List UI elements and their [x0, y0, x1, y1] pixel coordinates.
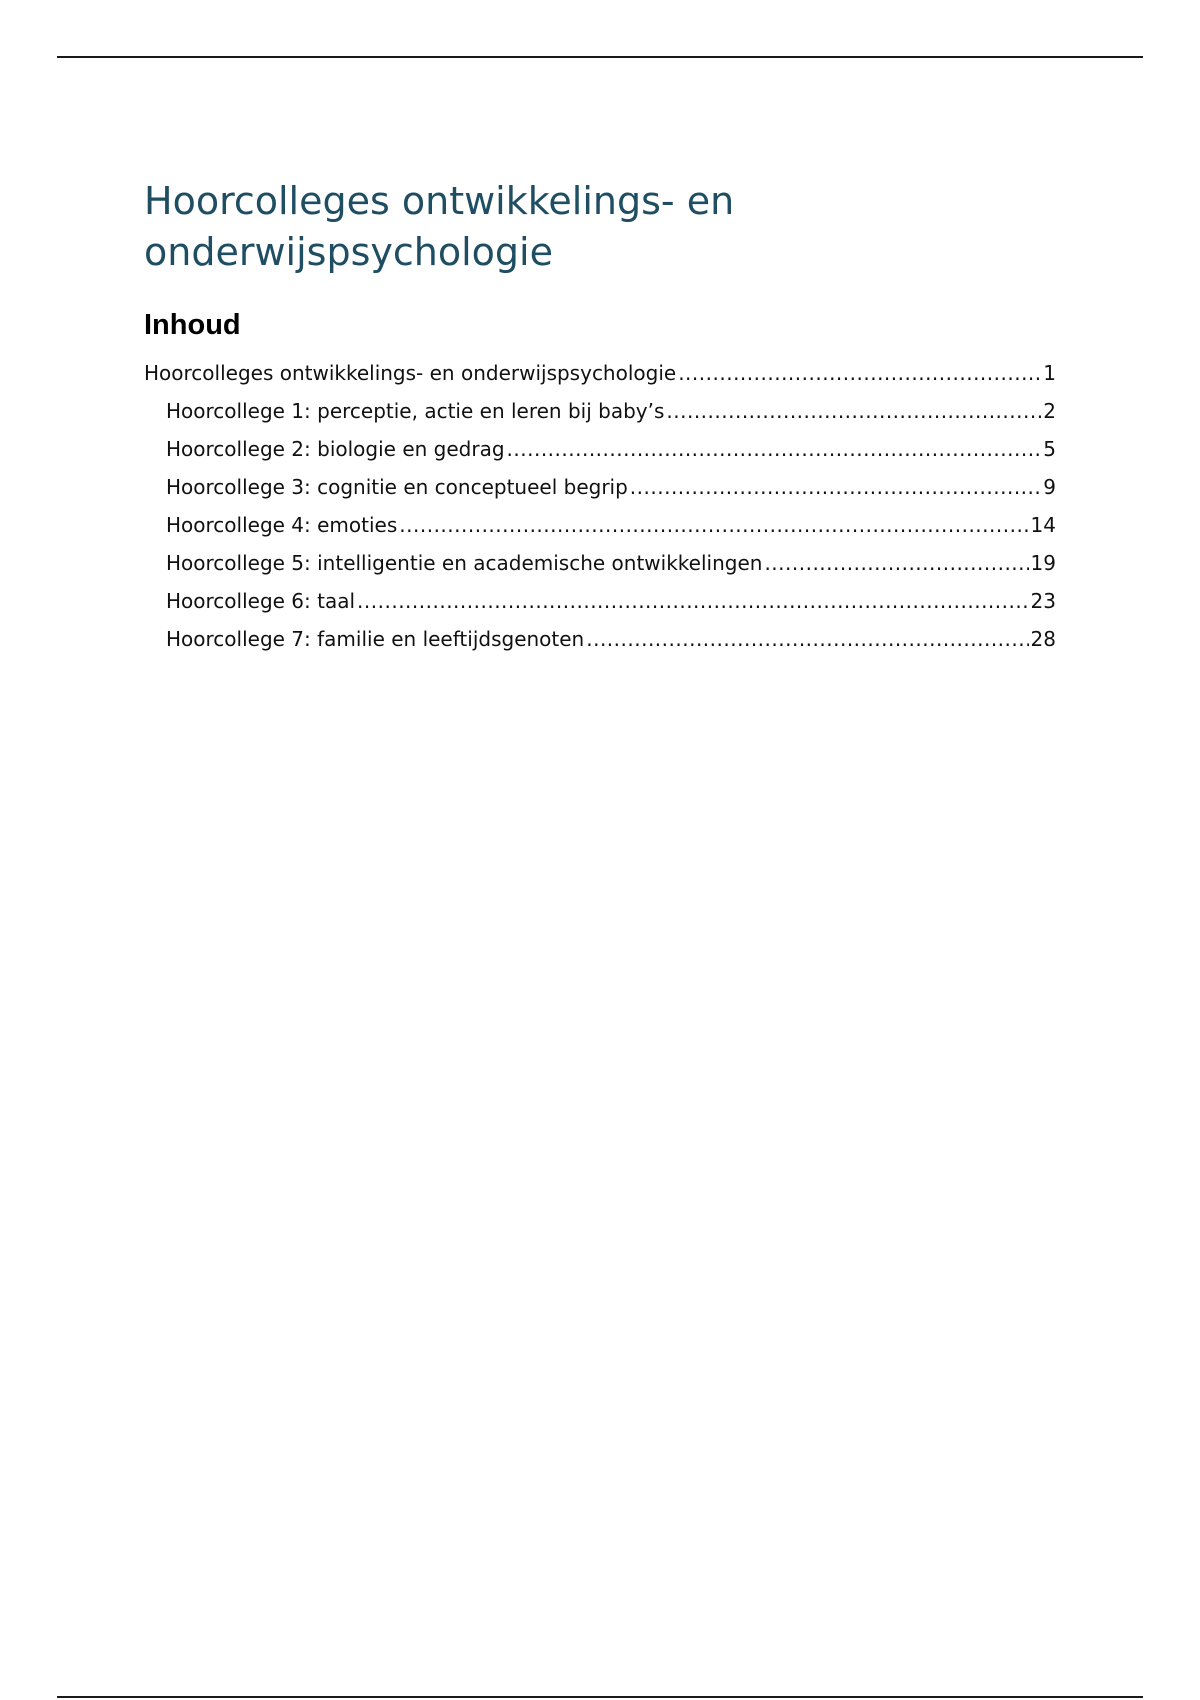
toc-page-number: 19 — [1030, 551, 1056, 575]
toc-heading: Inhoud — [144, 309, 241, 341]
toc-entry-label: Hoorcollege 4: emoties — [166, 513, 398, 537]
toc-dot-leader — [630, 468, 1041, 506]
toc-dot-leader — [764, 544, 1028, 582]
toc-entry-label: Hoorcollege 3: cognitie en conceptueel begrip — [166, 475, 628, 499]
toc-page-number: 23 — [1030, 589, 1056, 613]
toc-entry-label: Hoorcollege 6: taal — [166, 589, 356, 613]
toc-entry[interactable] — [144, 354, 1056, 392]
toc-dot-leader — [586, 620, 1028, 658]
toc-page-number: 1 — [1043, 361, 1056, 385]
toc-dot-leader — [399, 506, 1028, 544]
toc-page-number: 9 — [1043, 475, 1056, 499]
toc-entry[interactable] — [144, 620, 1056, 658]
toc-entry[interactable] — [144, 468, 1056, 506]
header-rule — [57, 56, 1143, 58]
toc-entry-label: Hoorcolleges ontwikkelings- en onderwijspsychologie — [144, 361, 677, 385]
toc-entry-label: Hoorcollege 1: perceptie, actie en leren bij baby’s — [166, 399, 665, 423]
toc-entry[interactable] — [144, 430, 1056, 468]
toc-page-number: 2 — [1043, 399, 1056, 423]
document-title: Hoorcolleges ontwikkelings- en onderwijspsychologie — [144, 179, 735, 274]
page-content — [144, 176, 1056, 658]
toc-entry-label: Hoorcollege 2: biologie en gedrag — [166, 437, 505, 461]
toc-dot-leader — [666, 392, 1041, 430]
toc-page-number: 14 — [1030, 513, 1056, 537]
toc-entry-label: Hoorcollege 5: intelligentie en academische ontwikkelingen — [166, 551, 763, 575]
table-of-contents — [144, 354, 1056, 658]
toc-entry-label: Hoorcollege 7: familie en leeftijdsgenoten — [166, 627, 585, 651]
toc-entry[interactable] — [144, 392, 1056, 430]
toc-dot-leader — [357, 582, 1029, 620]
toc-entry[interactable] — [144, 544, 1056, 582]
toc-dot-leader — [678, 354, 1041, 392]
toc-entry[interactable] — [144, 582, 1056, 620]
toc-page-number: 5 — [1043, 437, 1056, 461]
footer-rule — [57, 1696, 1143, 1698]
toc-dot-leader — [507, 430, 1042, 468]
toc-entry[interactable] — [144, 506, 1056, 544]
toc-page-number: 28 — [1030, 627, 1056, 651]
